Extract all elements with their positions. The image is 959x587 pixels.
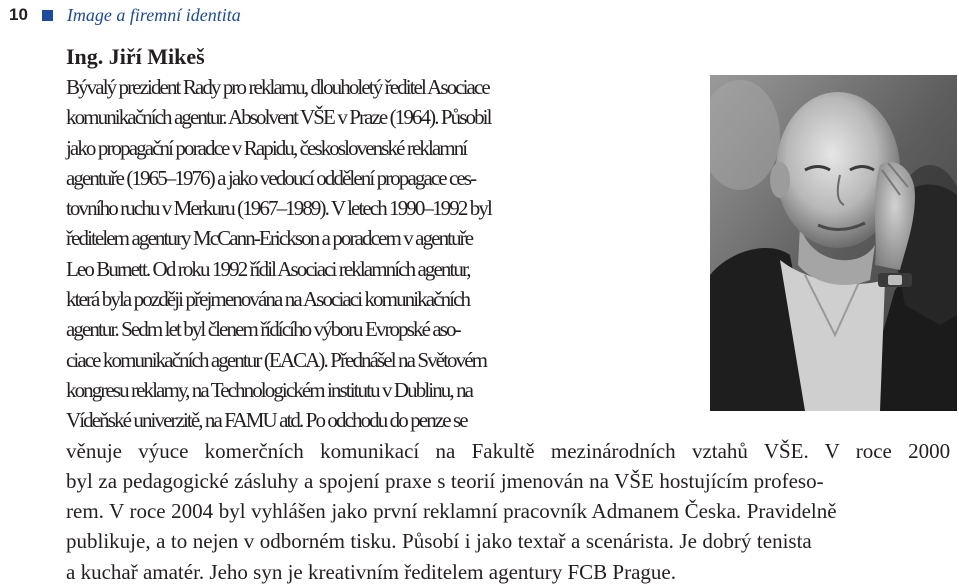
section-marker-square [42,10,53,21]
bio-line: ciace komunikačních agentur (EACA). Přednášel na Světovém [66,347,487,372]
bio-line: byl za pedagogické zásluhy a spojení praxe s teorií jmenován na VŠE hostujícím profeso- [66,468,824,493]
section-title: Image a firemní identita [66,4,241,25]
page-header [9,3,241,27]
person-name: Ing. Jiří Mikeš [66,44,205,69]
bio-line: věnuje výuce komerčních komunikací na Fakultě mezinárodních vztahů VŠE. V roce 2000 [66,438,951,463]
page-number: 10 [9,5,28,24]
bio-line: Bývalý prezident Rady pro reklamu, dlouholetý ředitel Asociace [66,75,489,99]
bio-line: jako propagační poradce v Rapidu, československé reklamní [66,135,467,160]
bio-line: a kuchař amatér. Jeho syn je kreativním ředitelem agentury FCB Prague. [66,559,676,584]
bio-line: komunikačních agentur. Absolvent VŠE v Praze (1964). Působil [66,105,491,130]
bio-line: agentuře (1965–1976) a jako vedoucí oddělení propagace ces- [66,165,476,190]
bio-line: ředitelem agentury McCann-Erickson a poradcem v agentuře [66,226,473,251]
bio-line: kongresu reklamy, na Technologickém institutu v Dublinu, na [66,377,473,402]
bio-line: Leo Burnett. Od roku 1992 řídil Asociaci reklamních agentur, [66,256,470,281]
bio-line: rem. V roce 2004 byl vyhlášen jako první reklamní pracovník Admanem Česka. Pravidelně [66,499,837,524]
bio-line: publikuje, a to nejen v odborném tisku. Působí i jako textař a scenárista. Je dobrý tenista [66,529,812,554]
bio-line: Vídeňské univerzitě, na FAMU atd. Po odchodu do penze se [66,408,467,433]
bio-line: která byla později přejmenována na Asociaci komunikačních [66,287,470,312]
portrait-photo [710,75,957,411]
bio-line: agentur. Sedm let byl členem řídícího výboru Evropské aso- [66,317,460,342]
bio-line: tovního ruchu v Merkuru (1967–1989). V letech 1990–1992 byl [66,196,491,221]
